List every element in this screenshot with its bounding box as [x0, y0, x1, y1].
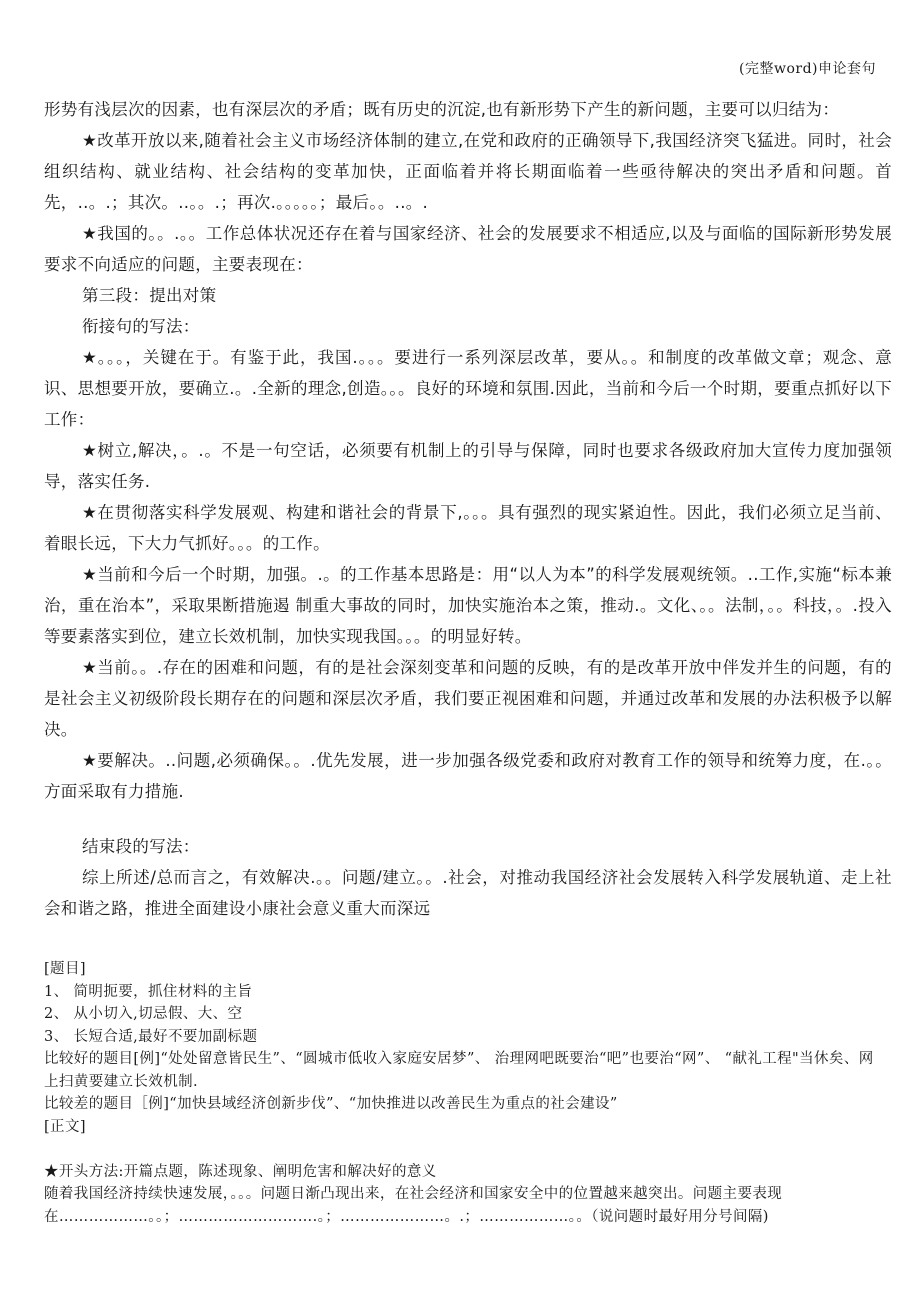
- section-essay-structure: [44, 94, 892, 924]
- paragraph-ending: 综上所述/总而言之，有效解决.。。问题/建立。。.社会，对推动我国经济社会发展转入科学发展轨道、走上社会和谐之路，推进全面建设小康社会意义重大而深远: [44, 868, 892, 918]
- paragraph-key-point: ★。。。，关键在于。有鉴于此，我国.。。。要进行一系列深层改革，要从。。和制度的改革做文章；观念、意识、思想要开放，要确立.。.全新的理念,创造。。。良好的环境和氛围.因此，当前和今后一个时期，要重点抓好以下工作：: [44, 348, 892, 429]
- paragraph-education: ★要解决。..问题,必须确保。。.优先发展，进一步加强各级党委和政府对教育工作的领导和统筹力度，在.。。方面采取有力措施.: [44, 751, 892, 801]
- paragraph-national-work: ★我国的。。.。。工作总体状况还存在着与国家经济、社会的发展要求不相适应,以及与面临的国际新形势发展要求不向适应的问题，主要表现在：: [44, 224, 892, 274]
- paragraph-reform: ★改革开放以来,随着社会主义市场经济体制的建立,在党和政府的正确领导下,我国经济突飞猛进。同时，社会组织结构、就业结构、社会结构的变革加快，正面临着并将长期面临着一些亟待解决的突出矛盾和问题。首先，..。.；其次。..。。.；再次.。。。。。；最后。。..。.: [44, 131, 892, 212]
- paragraph-scientific-development: ★在贯彻落实科学发展观、构建和谐社会的背景下,。。。具有强烈的现实紧迫性。因此，我们必须立足当前、着眼长远，下大力气抓好。。。的工作。: [44, 503, 892, 553]
- rule-item: 2、 从小切入,切忌假、大、空: [44, 1006, 243, 1022]
- paragraph-intro: 形势有浅层次的因素，也有深层次的矛盾；既有历史的沉淀,也有新形势下产生的新问题，主要可以归结为：: [44, 100, 840, 119]
- paragraph-opening-method: 随着我国经济持续快速发展，。。。问题日渐凸现出来，在社会经济和国家安全中的位置越来越突出。问题主要表现在………………。。；……………………….。；…………………。.；………………。。（说问题时最好用分号间隔): [44, 1186, 783, 1225]
- heading-title: [题目]: [44, 961, 86, 977]
- document-header: (完整word)申论套句: [739, 61, 876, 77]
- rule-item: 3、 长短合适,最好不要加副标题: [44, 1028, 258, 1045]
- good-title-examples: 比较好的题目[例]“处处留意皆民生”、“圆城市低收入家庭安居梦”、 治理网吧既要治“吧”也要治“网”、 “献礼工程"当休矣、网上扫黄要建立长效机制.: [44, 1051, 874, 1090]
- rule-item: 1、 简明扼要，抓住材料的主旨: [44, 983, 253, 1000]
- heading-opening-method: ★开头方法:开篇点题，陈述现象、阐明危害和解决好的意义: [44, 1163, 437, 1180]
- heading-third-section: 第三段：提出对策: [82, 286, 217, 305]
- paragraph-establish: ★树立,解决，。.。不是一句空话，必须要有机制上的引导与保障，同时也要求各级政府加大宣传力度加强领导，落实任务.: [44, 441, 892, 491]
- heading-body: [正文]: [44, 1118, 86, 1135]
- paragraph-difficulties: ★当前。。.存在的困难和问题，有的是社会深刻变革和问题的反映，有的是改革开放中伴发并生的问题，有的是社会主义初级阶段长期存在的问题和深层次矛盾，我们要正视困难和问题，并通过改革和发展的办法积极予以解决。: [44, 658, 892, 739]
- heading-ending: 结束段的写法：: [82, 837, 200, 856]
- heading-transition: 衔接句的写法：: [82, 317, 200, 336]
- paragraph-people-oriented: ★当前和今后一个时期，加强。.。的工作基本思路是：用“以人为本”的科学发展观统领。..工作,实施“标本兼治，重在治本”，采取果断措施遏 制重大事故的同时，加快实施治本之策，推动.。文化、。。法制，。。科技，。.投入等要素落实到位，建立长效机制，加快实现我国。。。的明显好转。: [44, 565, 892, 646]
- bad-title-examples: 比较差的题目［例]“加快县域经济创新步伐”、“加快推进以改善民生为重点的社会建设”: [44, 1096, 618, 1112]
- section-title-guide: [44, 958, 880, 1228]
